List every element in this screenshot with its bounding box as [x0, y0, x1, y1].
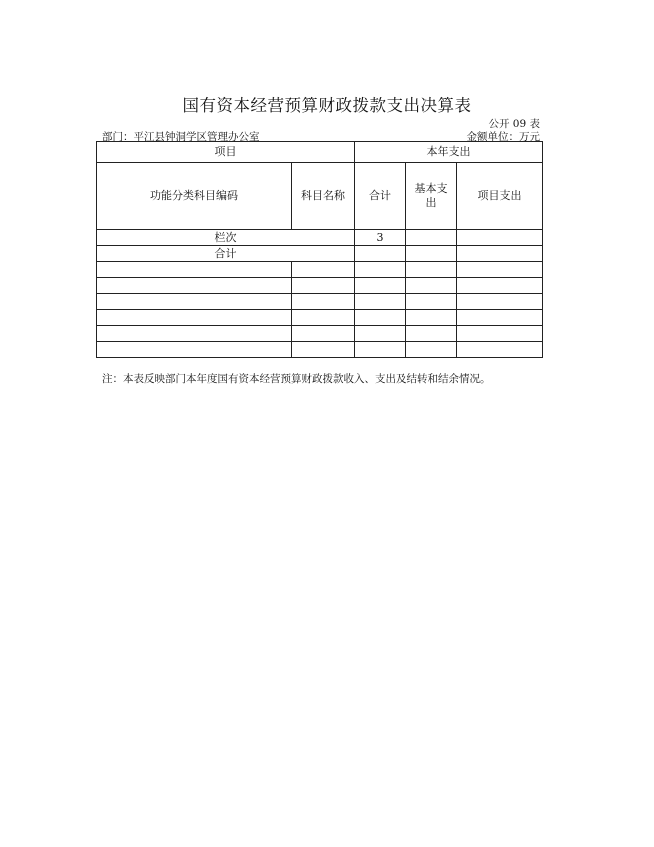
table-cell — [406, 326, 457, 342]
table-cell — [292, 294, 355, 310]
col-basic-expenditure: 基本支出 — [406, 163, 457, 230]
table-cell — [457, 342, 543, 358]
table-cell — [292, 262, 355, 278]
table-cell — [457, 326, 543, 342]
table-subheader-row — [97, 163, 543, 230]
table-cell — [457, 278, 543, 294]
col-project-expenditure: 项目支出 — [457, 163, 543, 230]
table-cell — [406, 278, 457, 294]
table-cell — [406, 310, 457, 326]
row-index-project — [457, 230, 543, 246]
table-note: 注：本表反映部门本年度国有资本经营预算财政拨款收入、支出及结转和结余情况。 — [102, 373, 491, 385]
table-cell — [406, 262, 457, 278]
row-sum-basic — [406, 246, 457, 262]
table-row-index — [97, 230, 543, 246]
col-subject-name: 科目名称 — [292, 163, 355, 230]
form-number: 公开 09 表 — [488, 118, 540, 130]
table-cell — [97, 310, 292, 326]
table-cell — [355, 310, 406, 326]
row-sum-label: 合计 — [97, 246, 355, 262]
table-cell — [97, 262, 292, 278]
amount-unit-label: 金额单位：万元 — [466, 131, 540, 143]
department-label: 部门：平江县钟洞学区管理办公室 — [102, 131, 260, 143]
table-cell — [292, 326, 355, 342]
table-cell — [292, 278, 355, 294]
table-cell — [355, 278, 406, 294]
page-title: 国有资本经营预算财政拨款支出决算表 — [182, 96, 472, 115]
table-cell — [457, 294, 543, 310]
table-cell — [406, 342, 457, 358]
table-cell — [355, 294, 406, 310]
col-total: 合计 — [355, 163, 406, 230]
table-cell — [97, 326, 292, 342]
table-row — [97, 262, 543, 278]
table-cell — [97, 342, 292, 358]
table-row — [97, 294, 543, 310]
table-cell — [355, 342, 406, 358]
row-sum-total — [355, 246, 406, 262]
table-row-sum — [97, 246, 543, 262]
table-row — [97, 310, 543, 326]
table-cell — [292, 310, 355, 326]
header-year-expenditure: 本年支出 — [355, 142, 543, 163]
table-row — [97, 326, 543, 342]
table-cell — [457, 310, 543, 326]
table-cell — [97, 278, 292, 294]
table-cell — [355, 262, 406, 278]
row-sum-project — [457, 246, 543, 262]
table-cell — [97, 294, 292, 310]
table-cell — [355, 326, 406, 342]
table-cell — [457, 262, 543, 278]
row-index-total: 3 — [355, 230, 406, 246]
table-header-row — [97, 142, 543, 163]
table-cell — [406, 294, 457, 310]
table-row — [97, 342, 543, 358]
budget-table — [96, 141, 543, 358]
table-cell — [292, 342, 355, 358]
row-index-basic — [406, 230, 457, 246]
col-function-code: 功能分类科目编码 — [97, 163, 292, 230]
row-index-label: 栏次 — [97, 230, 355, 246]
header-item: 项目 — [97, 142, 355, 163]
table-row — [97, 278, 543, 294]
